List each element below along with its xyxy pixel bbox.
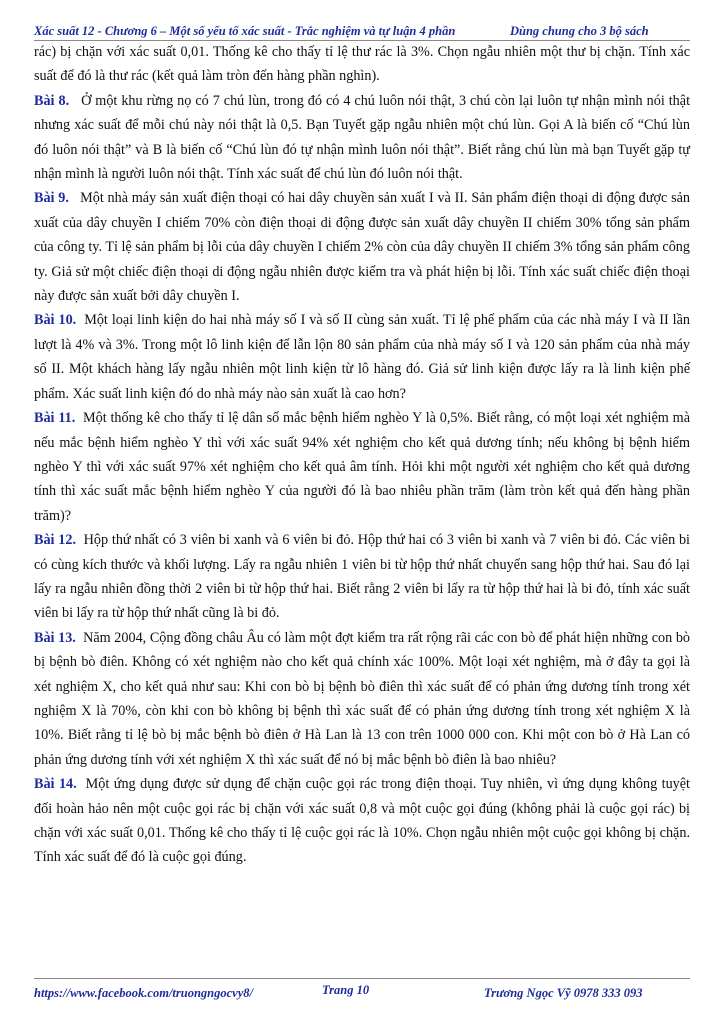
paragraph-text: rác) bị chặn với xác suất 0,01. Thống kê cho thấy tỉ lệ thư rác là 3%. Chọn ngẫu nhiên một thư bị chặn. Tính xác suất để đó là thư rác (kết quả làm tròn đến hàng phần nghìn). bbox=[34, 44, 690, 85]
paragraph-continuation bbox=[34, 40, 690, 89]
exercise-8 bbox=[34, 89, 690, 187]
page-footer bbox=[34, 978, 690, 1009]
exercise-text: Một loại linh kiện do hai nhà máy số I và số II cùng sản xuất. Tỉ lệ phế phẩm của các nhà máy I và II lần lượt là 4% và 3%. Trong một lô linh kiện để lẫn lộn 80 sản phẩm của nhà máy số I và 120 sản phẩm của nhà máy số II. Một khách hàng lấy ngẫu nhiên một linh kiện từ lô hàng đó. Giả sử linh kiện được lấy ra là linh kiện phế phẩm. Xác suất linh kiện đó do nhà máy nào sản xuất là cao hơn? bbox=[34, 312, 691, 402]
facebook-link[interactable]: https://www.facebook.com/truongngocvy8/ bbox=[34, 986, 253, 1000]
exercise-text: Một nhà máy sản xuất điện thoại có hai dây chuyền sản xuất I và II. Sản phẩm điện thoại di động được sản xuất của dây chuyền I chiếm 70% còn điện thoại di động được sản xuất dây chuyền II chiếm 30% tổng sản phẩm của công ty. Tỉ lệ sản phẩm bị lỗi của dây chuyền I chiếm 2% còn của dây chuyền II chiếm 3% tổng sản phẩm công ty. Giả sử một chiếc điện thoại di động ngẫu nhiên được kiểm tra và phát hiện bị lỗi. Tính xác suất chiếc điện thoại này được sản xuất bởi dây chuyền I. bbox=[34, 190, 691, 305]
exercise-12 bbox=[34, 528, 690, 626]
author-contact: Trương Ngọc Vỹ 0978 333 093 bbox=[484, 986, 643, 1000]
page-number: Trang 10 bbox=[322, 983, 370, 997]
exercise-text: Hộp thứ nhất có 3 viên bi xanh và 6 viên bi đỏ. Hộp thứ hai có 3 viên bi xanh và 7 viên bi đỏ. Các viên bi có cùng kích thước và khối lượng. Lấy ra ngẫu nhiên 1 viên bi từ hộp thứ nhất chuyển sang hộp thứ hai. Sau đó lại lấy ra ngẫu nhiên đồng thời 2 viên bi từ hộp thứ hai. Biết rằng 2 viên bi lấy ra từ hộp thứ hai là bi đỏ, tính xác suất viên bi lấy ra từ hộp thứ nhất cũng là bi đỏ. bbox=[34, 532, 691, 622]
exercise-label: Bài 11. bbox=[34, 410, 76, 427]
exercise-14 bbox=[34, 772, 690, 870]
exercise-text: Năm 2004, Cộng đồng châu Âu có làm một đợt kiểm tra rất rộng rãi các con bò để phát hiện những con bò bị bệnh bò điên. Không có xét nghiệm nào cho kết quả chính xác 100%. Một loại xét nghiệm, mà ở đây ta gọi là xét nghiệm X, cho kết quả như sau: Khi con bò bị bệnh bò điên thì xác suất để có phản ứng dương tính trong xét nghiệm X là 70%, còn khi con bò không bị bệnh thì xác suất để có phản ứng dương tính trong xét nghiệm X là 10%. Biết rằng tỉ lệ bò bị mắc bệnh bò điên ở Hà Lan là 13 con trên 1000 000 con. Khi một con bò ở Hà Lan có phản ứng dương tính với xét nghiệm X thì xác suất để nó bị mắc bệnh bò điên là bao nhiêu? bbox=[34, 629, 691, 768]
page-header bbox=[34, 22, 690, 41]
exercise-10 bbox=[34, 308, 690, 406]
document-body bbox=[34, 40, 690, 870]
exercise-label: Bài 12. bbox=[34, 532, 77, 549]
exercise-label: Bài 14. bbox=[34, 776, 77, 793]
exercise-11 bbox=[34, 406, 690, 528]
header-title: Xác suất 12 - Chương 6 – Một số yếu tố xác suất - Trắc nghiệm và tự luận 4 phần bbox=[34, 24, 456, 38]
exercise-9 bbox=[34, 186, 690, 308]
exercise-label: Bài 9. bbox=[34, 190, 69, 207]
exercise-text: Một ứng dụng được sử dụng để chặn cuộc gọi rác trong điện thoại. Tuy nhiên, vì ứng dụng không tuyệt đối hoàn hảo nên một cuộc gọi rác bị chặn với xác suất 0,8 và một cuộc gọi đúng (không phải là cuộc gọi rác) bị chặn với xác suất 0,01. Thống kê cho thấy tỉ lệ cuộc gọi rác là 10%. Chọn ngẫu nhiên một cuộc gọi không bị chặn. Tính xác suất để đó là cuộc gọi đúng. bbox=[34, 776, 690, 866]
exercise-label: Bài 8. bbox=[34, 92, 70, 109]
exercise-label: Bài 13. bbox=[34, 629, 76, 646]
exercise-13 bbox=[34, 626, 690, 772]
exercise-text: Một thống kê cho thấy tỉ lệ dân số mắc bệnh hiểm nghèo Y là 0,5%. Biết rằng, có một loại xét nghiệm mà nếu mắc bệnh hiểm nghèo Y thì với xác suất 94% xét nghiệm cho kết quả dương tính; nếu không bị bệnh hiểm nghèo Y thì với xác suất 97% xét nghiệm cho kết quả âm tính. Hỏi khi một người xét nghiệm cho kết quả dương tính thì xác suất mắc bệnh hiểm nghèo Y của người đó là bao nhiêu phần trăm (làm tròn kết quả đến hàng phần trăm)? bbox=[34, 410, 690, 524]
exercise-label: Bài 10. bbox=[34, 312, 77, 329]
header-subtitle: Dùng chung cho 3 bộ sách bbox=[510, 24, 649, 38]
exercise-text: Ở một khu rừng nọ có 7 chú lùn, trong đó có 4 chú luôn nói thật, 3 chú còn lại luôn tự nhận mình nói thật nhưng xác suất để mỗi chú này nói thật là 0,5. Bạn Tuyết gặp ngẫu nhiên một chú lùn. Gọi A là biến cố “Chú lùn đó luôn nói thật” và B là biến cố “Chú lùn đó tự nhận mình luôn nói thật”. Biết rằng chú lùn mà bạn Tuyết gặp tự nhận mình là người luôn nói thật. Tính xác suất để chú lùn đó luôn nói thật. bbox=[34, 92, 691, 183]
